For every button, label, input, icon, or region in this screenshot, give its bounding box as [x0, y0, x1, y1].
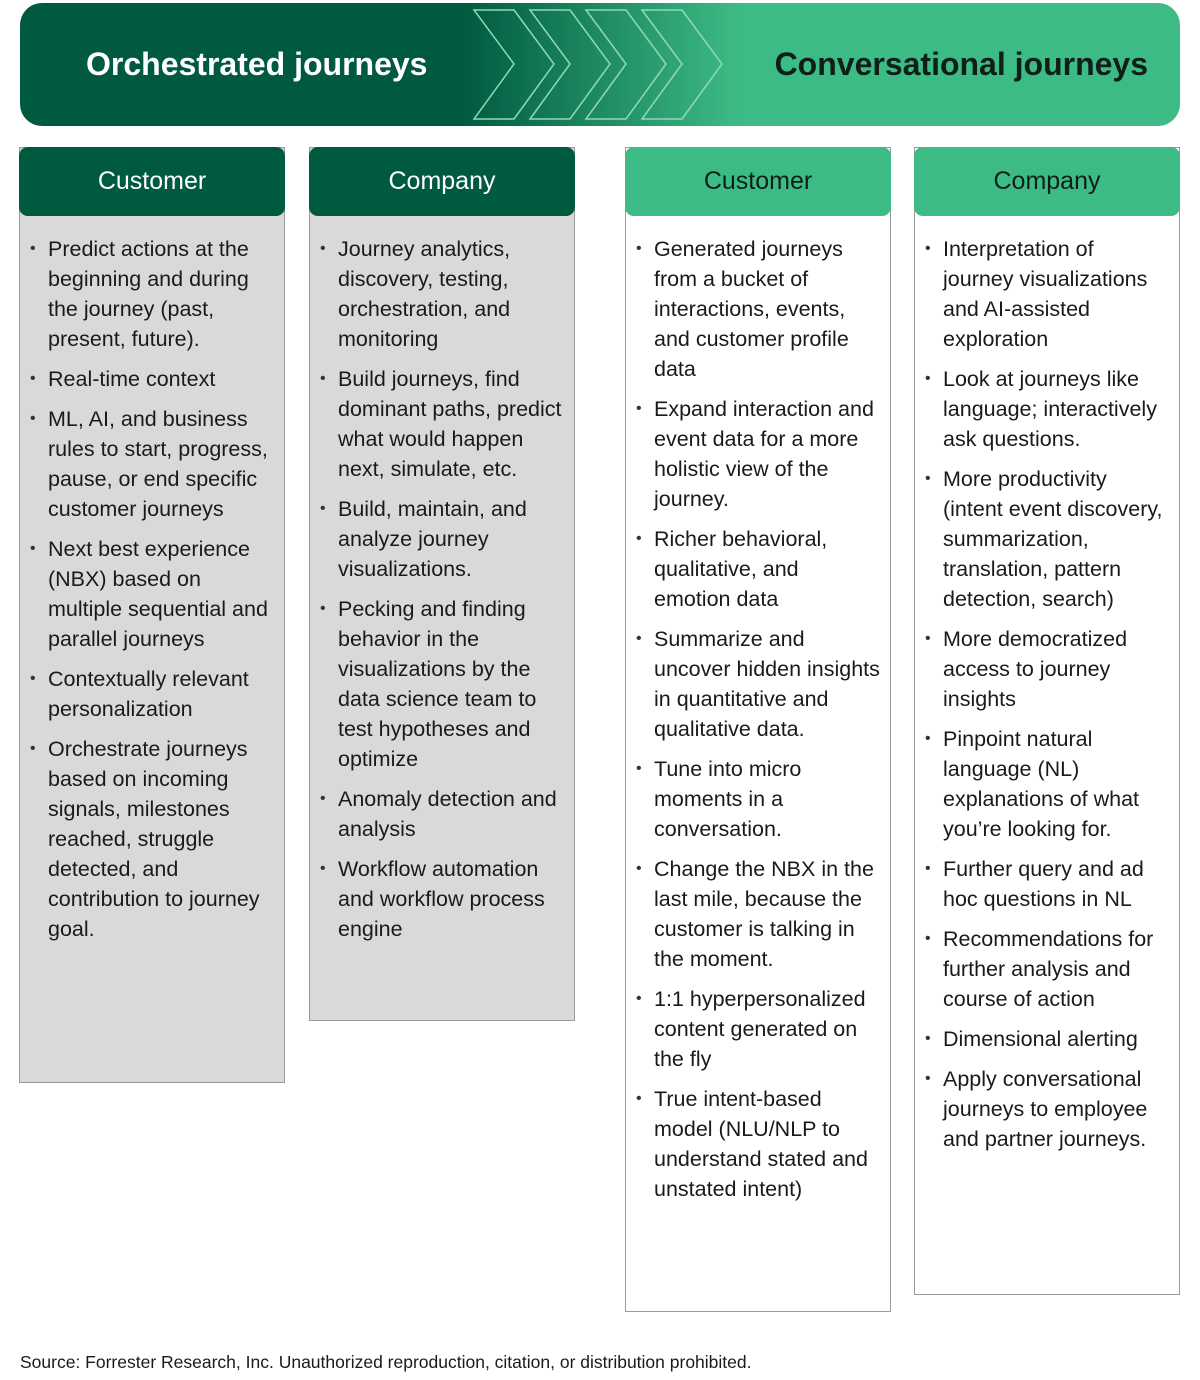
list-item: • Journey analytics, discovery, testing, orchestration, and monitoring [320, 234, 564, 354]
list-item: • Predict actions at the beginning and during the journey (past, present, future). [30, 234, 274, 354]
list-item: • More democratized access to journey insights [925, 624, 1169, 714]
list-item: • Expand interaction and event data for a more holistic view of the journey. [636, 394, 880, 514]
conversational-company-card [914, 147, 1180, 1295]
card-header: Company [309, 147, 575, 216]
list-item: • Pinpoint natural language (NL) explanations of what you’re looking for. [925, 724, 1169, 844]
list-item: • Richer behavioral, qualitative, and emotion data [636, 524, 880, 614]
conversational-customer-card [625, 147, 891, 1312]
source-footnote: Source: Forrester Research, Inc. Unauthorized reproduction, citation, or distribution prohibited. [20, 1352, 752, 1372]
list-item: • Contextually relevant personalization [30, 664, 274, 724]
list-item: • Build, maintain, and analyze journey visualizations. [320, 494, 564, 584]
list-item: • Pecking and finding behavior in the visualizations by the data science team to test hypotheses and optimize [320, 594, 564, 774]
conversational-journeys-title: Conversational journeys [774, 46, 1148, 82]
list-item: • Tune into micro moments in a conversation. [636, 754, 880, 844]
orchestrated-customer-card [19, 147, 285, 1083]
orchestrated-company-card [309, 147, 575, 1021]
card-header: Customer [625, 147, 891, 216]
list-item: • Next best experience (NBX) based on multiple sequential and parallel journeys [30, 534, 274, 654]
card-header: Company [914, 147, 1180, 216]
list-item: • Generated journeys from a bucket of interactions, events, and customer profile data [636, 234, 880, 384]
list-item: • Look at journeys like language; interactively ask questions. [925, 364, 1169, 454]
list-item: • Interpretation of journey visualizations and AI-assisted exploration [925, 234, 1169, 354]
list-item: • Apply conversational journeys to employee and partner journeys. [925, 1064, 1169, 1154]
card-header: Customer [19, 147, 285, 216]
list-item: • Dimensional alerting [925, 1024, 1169, 1054]
list-item: • Anomaly detection and analysis [320, 784, 564, 844]
list-item: • Recommendations for further analysis and course of action [925, 924, 1169, 1014]
orchestrated-journeys-title: Orchestrated journeys [86, 46, 428, 82]
bullet-list [20, 216, 284, 966]
list-item: • Further query and ad hoc questions in NL [925, 854, 1169, 914]
list-item: • Orchestrate journeys based on incoming signals, milestones reached, struggle detected, and contribution to journey goal. [30, 734, 274, 944]
journey-banner [20, 3, 1180, 126]
list-item: • Real-time context [30, 364, 274, 394]
list-item: • True intent-based model (NLU/NLP to understand stated and unstated intent) [636, 1084, 880, 1204]
list-item: • ML, AI, and business rules to start, progress, pause, or end specific customer journeys [30, 404, 274, 524]
bullet-list [915, 216, 1179, 1176]
list-item: • More productivity (intent event discovery, summarization, translation, pattern detection, search) [925, 464, 1169, 614]
list-item: • Build journeys, find dominant paths, predict what would happen next, simulate, etc. [320, 364, 564, 484]
list-item: • Change the NBX in the last mile, because the customer is talking in the moment. [636, 854, 880, 974]
bullet-list [310, 216, 574, 966]
list-item: • Workflow automation and workflow process engine [320, 854, 564, 944]
list-item: • Summarize and uncover hidden insights in quantitative and qualitative data. [636, 624, 880, 744]
list-item: • 1:1 hyperpersonalized content generated on the fly [636, 984, 880, 1074]
bullet-list [626, 216, 890, 1226]
